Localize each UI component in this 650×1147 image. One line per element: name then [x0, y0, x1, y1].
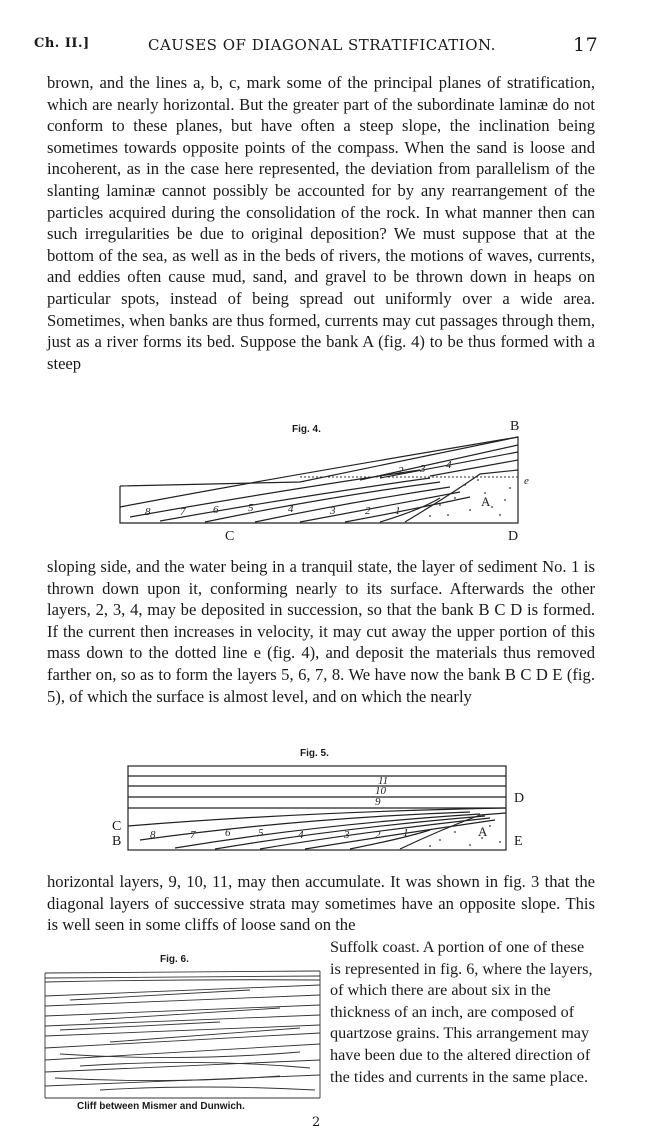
paragraph-1-text: brown, and the lines a, b, c, mark some of the principal planes of stratification, which are nearly horizontal. But the greater part of the subordinate laminæ do not conform to these planes, but have often a steep slope, the inclination being sometimes towards opposite points of the compass. When the sand is loose and incoherent, as in the case here represented, the deviation from parallelism of the slanting laminæ cannot possibly be accounted for by any rearrangement of the particles acquired during the consolidation of the rock. In what manner then can such irregularities be due to original deposition? We must suppose that at the bottom of the sea, as well as in the beds of rivers, the motions of waves, currents, and eddies often cause mud, sand, and gravel to be thrown down in heaps on particular spots, instead of being spread out uniformly over a wide area. Sometimes, when banks are thus formed, currents may cut passages through them, just as a river forms its bed. Suppose the bank A (fig. 4) to be thus formed with a steep — [47, 73, 595, 373]
fig5-label-a: A — [478, 824, 488, 839]
fig5-layer-9: 9 — [375, 796, 381, 808]
fig5-layer-7: 7 — [190, 829, 196, 841]
fig5-layer-4: 4 — [298, 829, 304, 841]
fig5-label-e: E — [514, 834, 523, 849]
fig5-label-c: C — [112, 819, 122, 834]
fig4-label-c: C — [225, 529, 235, 544]
fig4-upper-4: 4 — [446, 459, 452, 471]
chapter-label: Ch. II.] — [34, 36, 90, 51]
fig5-caption: Fig. 5. — [300, 748, 329, 759]
fig4-label-a: A — [481, 494, 491, 509]
fig4-layer-6: 6 — [213, 504, 219, 516]
fig4-layer-7: 7 — [180, 506, 186, 518]
fig4-upper-3: 3 — [420, 463, 426, 475]
fig5-layer-5: 5 — [258, 827, 264, 839]
fig4-upper-2: 2 — [398, 465, 404, 477]
fig6-credit: Cliff between Mismer and Dunwich. — [77, 1101, 245, 1112]
fig5-layer-8: 8 — [150, 829, 156, 841]
fig5-label-d: D — [514, 791, 525, 806]
fig4-caption: Fig. 4. — [292, 424, 321, 435]
fig4-layer-2: 2 — [365, 505, 371, 517]
fig4-label-b: B — [510, 419, 520, 434]
side-paragraph-text: Suffolk coast. A portion of one of these is represented in fig. 6, where the layers, of which there are about six in the thickness of an inch, are composed of quartzose grains. This arrangement may have been due to the altered direction of the tides and currents in the same place. — [330, 938, 593, 1086]
paragraph-3-text: horizontal layers, 9, 10, 11, may then accumulate. It was shown in fig. 3 that the diagonal layers of successive strata may sometimes have an opposite slope. This is well seen in some cliffs of loose sand on the — [47, 872, 595, 935]
fig5-layer-1: 1 — [403, 827, 409, 839]
fig4-layer-8: 8 — [145, 506, 151, 518]
fig5-layer-2: 2 — [375, 829, 381, 841]
fig5-layer-11: 11 — [378, 775, 389, 787]
fig5-layer-6: 6 — [225, 827, 231, 839]
fig4-label-d: D — [508, 529, 519, 544]
fig4-layer-3: 3 — [330, 505, 336, 517]
fig4-label-e: e — [524, 475, 529, 487]
paragraph-2-text: sloping side, and the water being in a tranquil state, the layer of sediment No. 1 is thrown down upon it, conforming nearly to its surface. Afterwards the other layers, 2, 3, 4, may be deposited in succession, so that the bank B C D is formed. If the current then increases in velocity, it may cut away the upper portion of this mass down to the dotted line e (fig. 4), and deposit the materials thus removed farther on, so as to form the layers 5, 6, 7, 8. We have now the bank B C D E (fig. 5), of which the surface is almost level, and on which the nearly — [47, 557, 595, 706]
fig5-label-b: B — [112, 834, 122, 849]
fig4-layer-4: 4 — [288, 503, 294, 515]
fig6-caption: Fig. 6. — [160, 954, 189, 965]
running-title: CAUSES OF DIAGONAL STRATIFICATION. — [148, 36, 496, 54]
page-number: 17 — [573, 34, 599, 56]
signature-mark: 2 — [312, 1115, 321, 1130]
fig5-layer-10: 10 — [375, 785, 386, 797]
fig4-layer-1: 1 — [395, 505, 401, 517]
fig5-layer-3: 3 — [344, 829, 350, 841]
fig4-layer-5: 5 — [248, 502, 254, 514]
